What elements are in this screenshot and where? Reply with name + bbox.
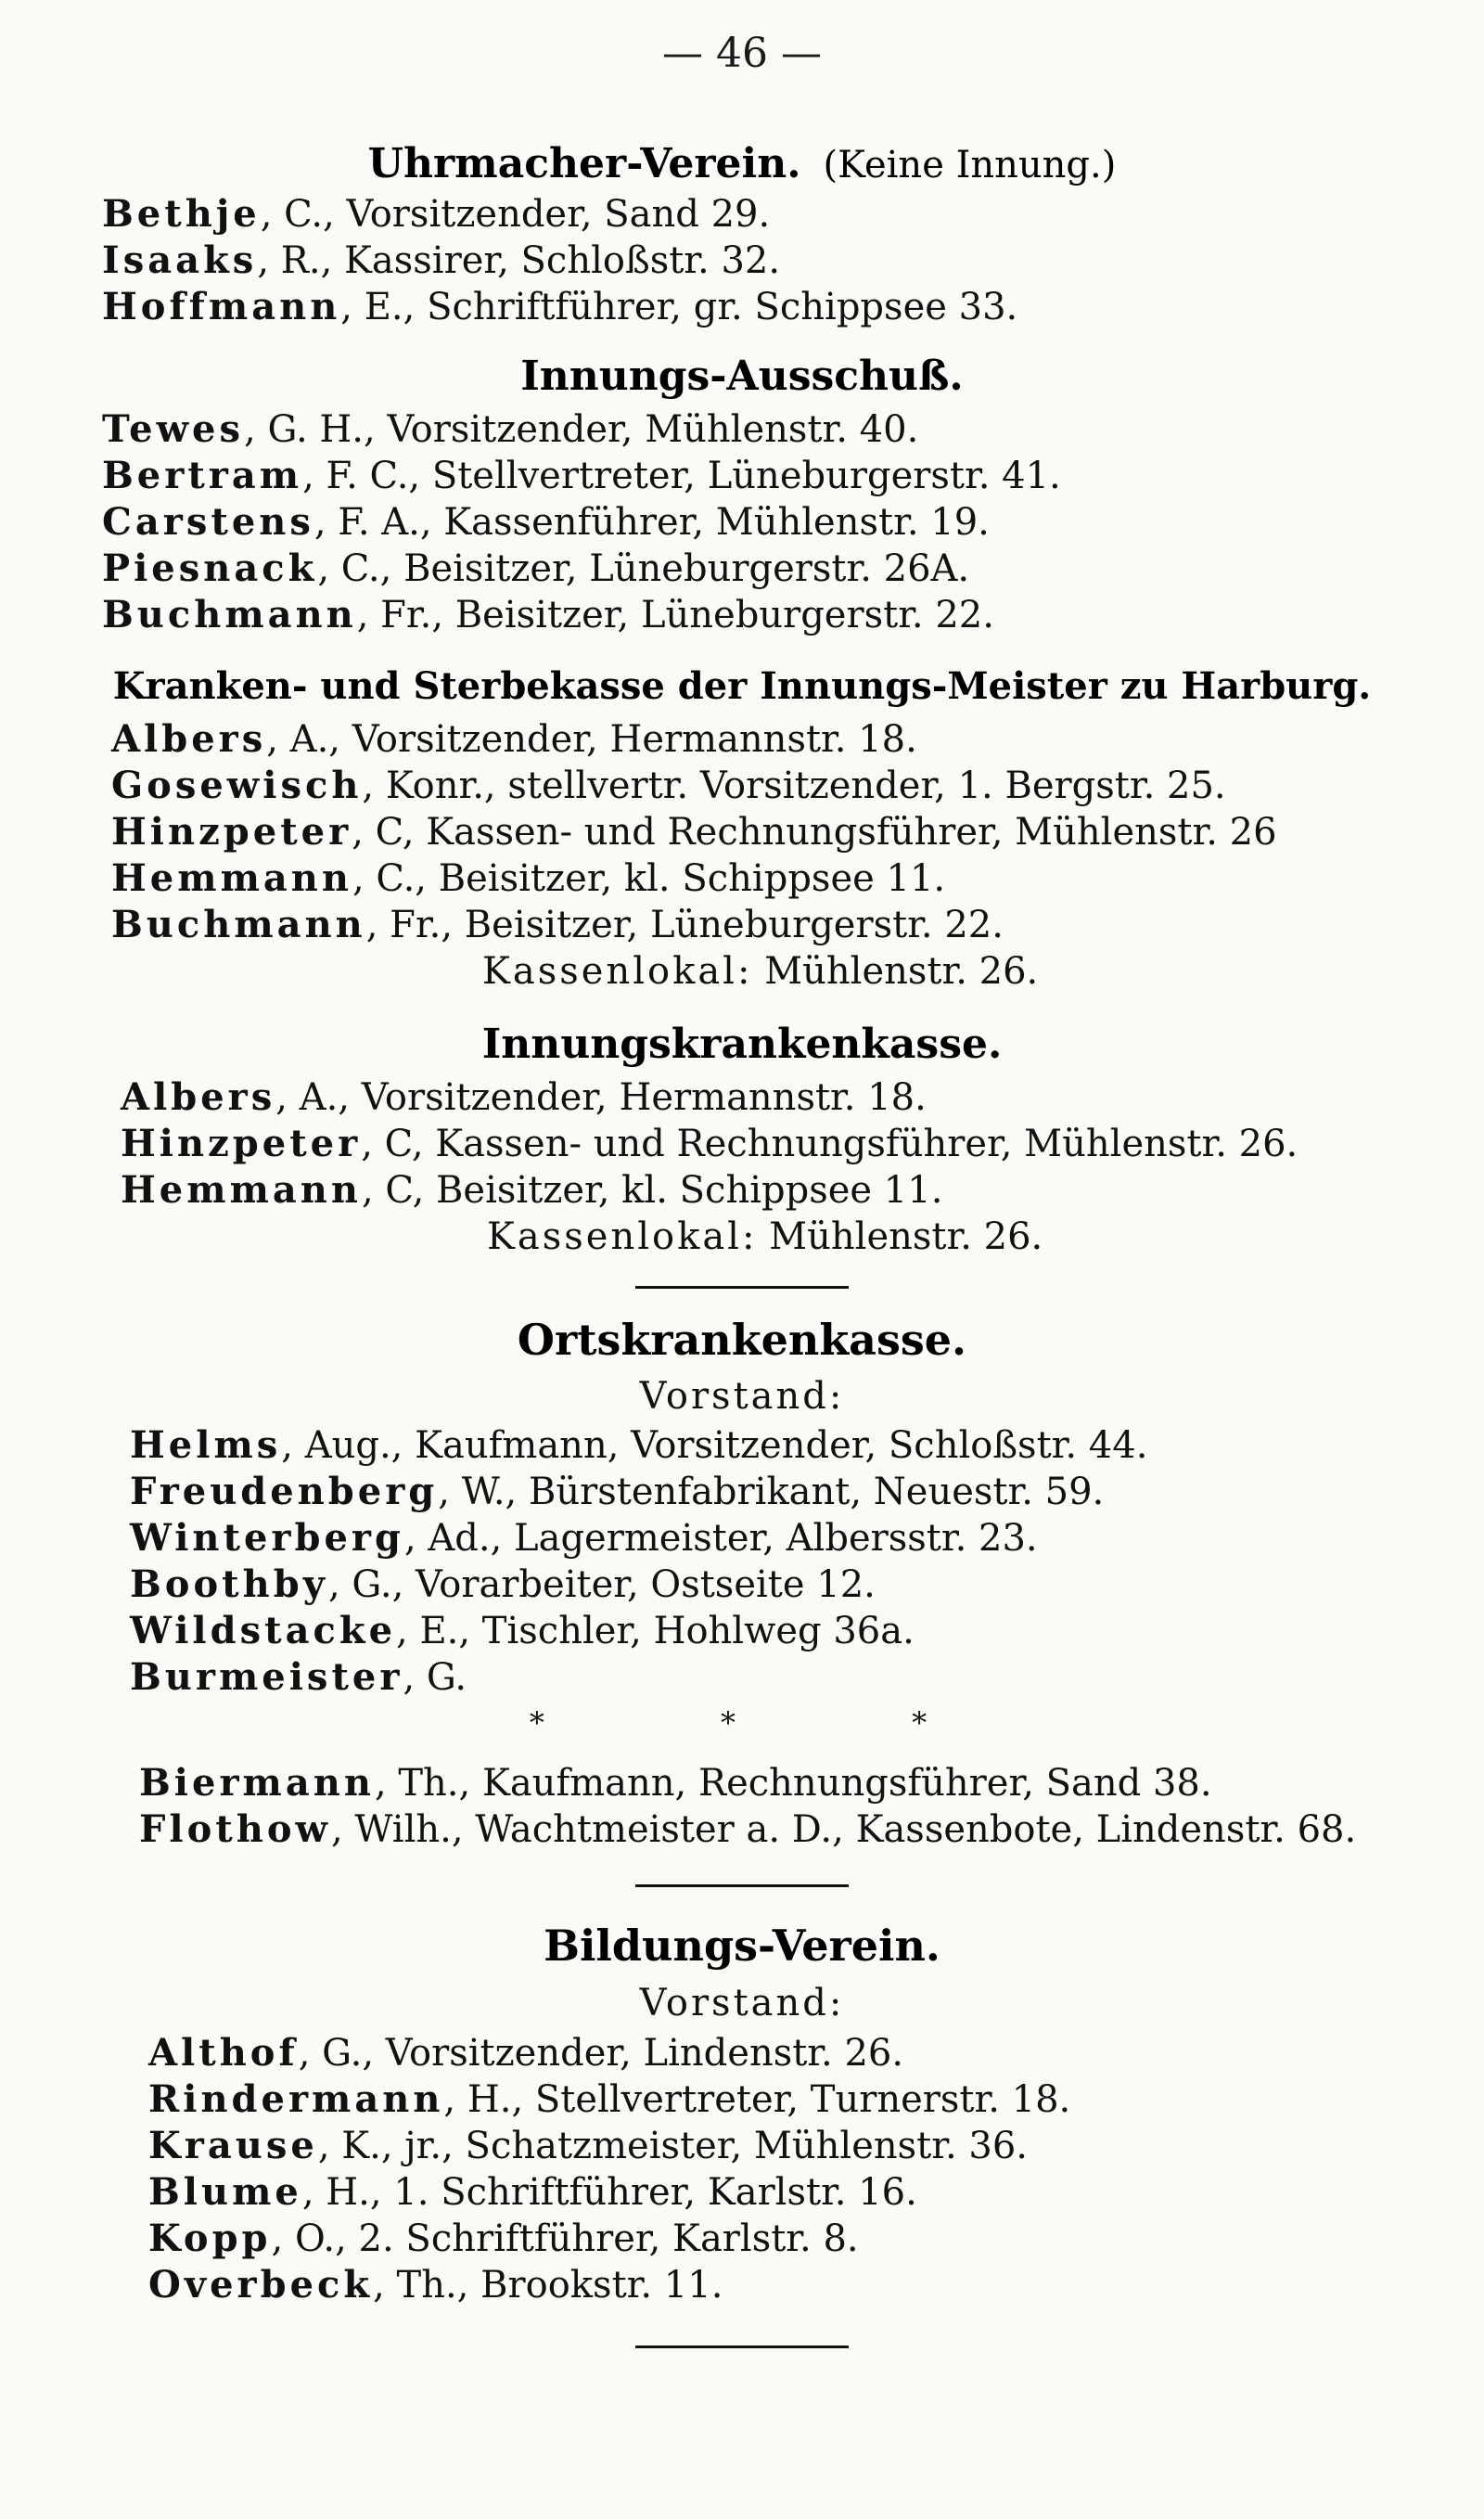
list-item: Hinzpeter, C, Kassen- und Rechnungsführer, Mühlenstr. 26. (121, 1122, 1298, 1165)
list-item: Althof, G., Vorsitzender, Lindenstr. 26. (148, 2031, 904, 2075)
list-item: Flothow, Wilh., Wachtmeister a. D., Kassenbote, Lindenstr. 68. (139, 1807, 1357, 1851)
section-innungskrankenkasse (0, 1015, 1484, 1260)
list-item: Isaaks, R., Kassirer, Schloßstr. 32. (102, 238, 781, 282)
list-item: Blume, H., 1. Schriftführer, Karlstr. 16. (148, 2170, 917, 2214)
divider (635, 1286, 849, 1289)
section-ortskrankenkasse (0, 1309, 1484, 1853)
section-heading: Innungs-Ausschuß. (520, 353, 964, 400)
list-item: Buchmann, Fr., Beisitzer, Lüneburgerstr. 22. (102, 593, 994, 636)
list-item: Winterberg, Ad., Lagermeister, Albersstr. 23. (130, 1516, 1038, 1560)
section-heading: Kranken- und Sterbekasse der Innungs-Meister zu Harburg. (112, 664, 1372, 708)
section-heading: Innungskrankenkasse. (481, 1021, 1003, 1068)
list-item: Hoffmann, E., Schriftführer, gr. Schippsee 33. (102, 285, 1018, 328)
list-item: Krause, K., jr., Schatzmeister, Mühlenstr. 36. (148, 2124, 1029, 2167)
list-item: Overbeck, Th., Brookstr. 11. (148, 2263, 723, 2307)
list-item: Rindermann, H., Stellvertreter, Turnerstr. 18. (148, 2077, 1071, 2121)
list-item: Hinzpeter, C, Kassen- und Rechnungsführer, Mühlenstr. 26 (111, 810, 1277, 854)
list-item: Piesnack, C., Beisitzer, Lüneburgerstr. 26A. (102, 546, 970, 590)
section-heading: Bildungs-Verein. (544, 1921, 940, 1971)
kassenlokal-value: Mühlenstr. 26. (764, 950, 1039, 993)
list-item: Gosewisch, Konr., stellvertr. Vorsitzender, 1. Bergstr. 25. (111, 764, 1226, 807)
list-item: Carstens, F. A., Kassenführer, Mühlenstr. 19. (102, 500, 990, 544)
section-uhrmacher-verein (0, 137, 1484, 330)
page-number: — 46 — (662, 30, 822, 77)
kassenlokal-line (482, 948, 1484, 995)
list-item: Hemmann, C, Beisitzer, kl. Schippsee 11. (121, 1168, 943, 1212)
list-item: Helms, Aug., Kaufmann, Vorsitzender, Schloßstr. 44. (130, 1423, 1148, 1467)
list-item: Wildstacke, E., Tischler, Hohlweg 36a. (130, 1609, 915, 1652)
list-item: Biermann, Th., Kaufmann, Rechnungsführer, Sand 38. (139, 1761, 1212, 1805)
section-bildungs-verein (0, 1915, 1484, 2308)
list-item: Buchmann, Fr., Beisitzer, Lüneburgerstr. 22. (111, 903, 1004, 946)
section-sterbekasse (0, 657, 1484, 995)
divider (635, 1884, 849, 1887)
list-item: Boothby, G., Vorarbeiter, Ostseite 12. (130, 1562, 876, 1606)
list-item: Hemmann, C., Beisitzer, kl. Schippsee 11. (111, 856, 946, 900)
section-innungs-ausschuss (0, 347, 1484, 638)
list-item: Kopp, O., 2. Schriftführer, Karlstr. 8. (148, 2217, 859, 2260)
divider (635, 2345, 849, 2348)
section-heading: Ortskrankenkasse. (517, 1315, 967, 1365)
heading-note: (Keine Innung.) (823, 144, 1117, 186)
list-item: Albers, A., Vorsitzender, Hermannstr. 18. (111, 717, 917, 761)
kassenlokal-label: Kassenlokal: (487, 1215, 758, 1258)
kassenlokal-label: Kassenlokal: (482, 950, 753, 993)
asterism: * * * (529, 1705, 1011, 1741)
list-item: Bertram, F. C., Stellvertreter, Lüneburgerstr. 41. (102, 454, 1061, 497)
list-item: Albers, A., Vorsitzender, Hermannstr. 18. (121, 1075, 927, 1119)
kassenlokal-value: Mühlenstr. 26. (769, 1215, 1043, 1258)
section-subtitle: Vorstand: (639, 1982, 845, 2024)
list-item: Burmeister, G. (130, 1655, 467, 1699)
section-heading (0, 137, 1484, 191)
kassenlokal-line (487, 1214, 1484, 1260)
heading-title: Uhrmacher-Verein. (367, 140, 801, 187)
list-item: Tewes, G. H., Vorsitzender, Mühlenstr. 40. (102, 407, 919, 451)
list-item: Bethje, C., Vorsitzender, Sand 29. (102, 192, 771, 236)
list-item: Freudenberg, W., Bürstenfabrikant, Neuestr. 59. (130, 1470, 1105, 1513)
section-subtitle: Vorstand: (639, 1375, 845, 1418)
